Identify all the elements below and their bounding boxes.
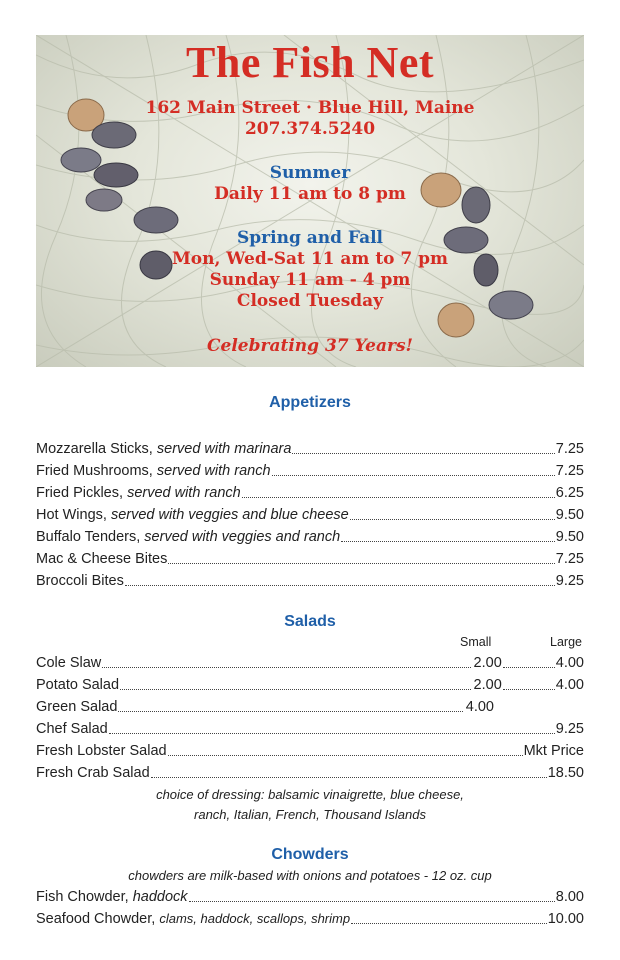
- menu-item: Fish Chowder, haddock 8.00: [36, 889, 584, 905]
- menu-item: Seafood Chowder, clams, haddock, scallops, shrimp 10.00: [36, 911, 584, 927]
- menu-item: Mozzarella Sticks, served with marinara 7.25: [36, 441, 584, 457]
- dressing-note-line-2: ranch, Italian, French, Thousand Islands: [194, 807, 426, 822]
- menu-item: Potato Salad 2.00 4.00: [36, 677, 584, 693]
- spring-fall-hours-weekdays: Mon, Wed-Sat 11 am to 7 pm: [171, 249, 449, 269]
- menu-item: Fried Pickles, served with ranch 6.25: [36, 485, 584, 501]
- chowder-note: chowders are milk-based with onions and potatoes - 12 oz. cup: [128, 868, 492, 883]
- menu-item: Broccoli Bites 9.25: [36, 573, 584, 589]
- summer-label: Summer: [269, 163, 351, 183]
- menu-item: Cole Slaw 2.00 4.00: [36, 655, 584, 671]
- summer-hours: Daily 11 am to 8 pm: [214, 184, 406, 204]
- menu-item: Fresh Lobster Salad Mkt Price: [36, 743, 584, 759]
- closed-day: Closed Tuesday: [236, 291, 384, 311]
- chowders-heading: Chowders: [271, 846, 349, 863]
- restaurant-title: The Fish Net: [186, 38, 434, 87]
- salads-heading: Salads: [284, 613, 336, 630]
- spring-fall-hours-sunday: Sunday 11 am - 4 pm: [209, 270, 411, 290]
- column-small-label: Small: [460, 635, 492, 649]
- phone-number: 207.374.5240: [244, 119, 376, 139]
- address: 162 Main Street · Blue Hill, Maine: [145, 98, 475, 118]
- menu-item: Hot Wings, served with veggies and blue cheese 9.50: [36, 507, 584, 523]
- menu-item: Chef Salad 9.25: [36, 721, 584, 737]
- header-banner: [36, 35, 584, 367]
- dressing-note-line-1: choice of dressing: balsamic vinaigrette, blue cheese,: [156, 787, 464, 802]
- menu-item: Buffalo Tenders, served with veggies and ranch 9.50: [36, 529, 584, 545]
- spring-fall-label: Spring and Fall: [237, 228, 383, 248]
- column-large-label: Large: [550, 635, 582, 649]
- celebrating-years: Celebrating 37 Years!: [206, 336, 413, 356]
- appetizers-heading: Appetizers: [269, 394, 351, 411]
- menu-item: Green Salad 4.00: [36, 699, 494, 715]
- menu-item: Fresh Crab Salad 18.50: [36, 765, 584, 781]
- menu-item: Mac & Cheese Bites 7.25: [36, 551, 584, 567]
- menu-item: Fried Mushrooms, served with ranch 7.25: [36, 463, 584, 479]
